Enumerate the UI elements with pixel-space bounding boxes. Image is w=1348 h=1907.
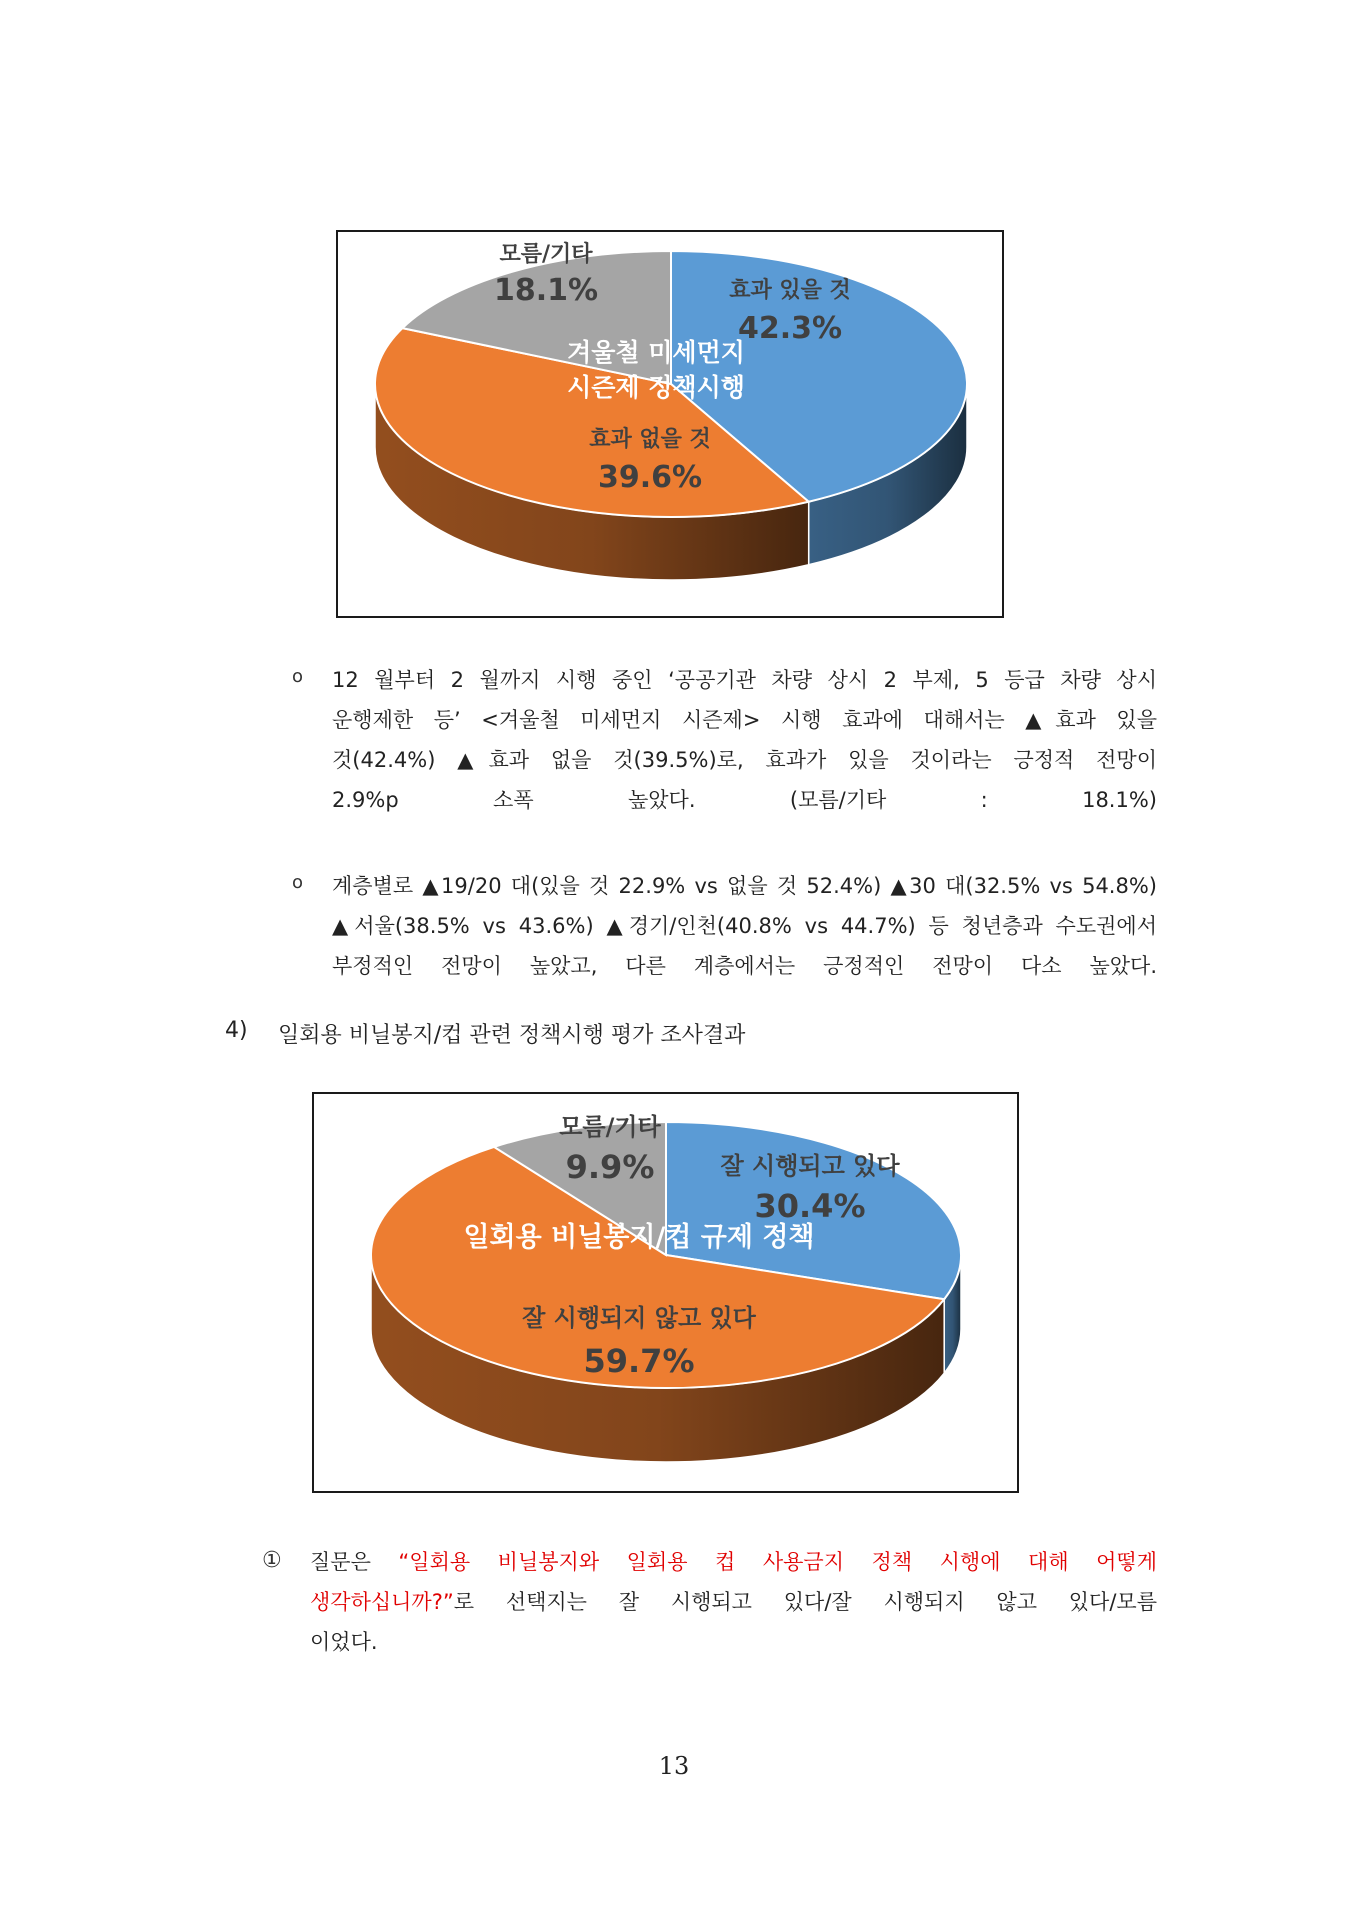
question-quote: “일회용 비닐봉지와 일회용 컵 사용금지 정책 시행에 대해 어떻게: [398, 1550, 1157, 1574]
bullet-paragraph-2: [332, 866, 1157, 986]
text-line: 부정적인 전망이 높았고, 다른 계층에서는 긍정적인 전망이 다소 높았다.: [332, 954, 1157, 978]
bullet-paragraph-1: [332, 660, 1157, 820]
chart-title-line2: 시즌제 정책시행: [567, 373, 745, 402]
bullet-marker: o: [292, 666, 304, 687]
text-line: [310, 1582, 1157, 1622]
slice-value-effective: 42.3%: [737, 311, 843, 346]
note-text: 로 선택지는 잘 시행되고 있다/잘 시행되지 않고 있다/모름: [453, 1590, 1157, 1614]
chart-title: 일회용 비닐봉지/컵 규제 정책: [463, 1222, 815, 1253]
slice-value-bad: 59.7%: [583, 1342, 695, 1380]
text-line: ▲서울(38.5% vs 43.6%) ▲경기/인천(40.8% vs 44.7%) 등 청년층과 수도권에서: [332, 914, 1157, 938]
slice-label-good: 잘 시행되고 있다: [720, 1152, 900, 1180]
slice-value-ineffective: 39.6%: [597, 460, 703, 495]
pie-chart-2: [314, 1094, 1017, 1491]
note-paragraph: [310, 1542, 1157, 1662]
bullet-marker: o: [292, 872, 304, 893]
slice-label-bad: 잘 시행되지 않고 있다: [522, 1304, 756, 1332]
slice-label-other: 모름/기타: [499, 242, 593, 267]
text-line: [310, 1542, 1157, 1582]
text-line: 이었다.: [310, 1630, 378, 1654]
text-line: 것(42.4%) ▲효과 없을 것(39.5%)로, 효과가 있을 것이라는 긍정적 전망이: [332, 748, 1157, 772]
question-quote-end: 생각하십니까?”: [310, 1590, 454, 1614]
text-line: 운행제한 등’ <겨울철 미세먼지 시즌제> 시행 효과에 대해서는 ▲효과 있을: [332, 708, 1157, 732]
slice-label-ineffective: 효과 없을 것: [589, 427, 711, 452]
page-number: 13: [658, 1752, 690, 1780]
pie-chart-1: [338, 232, 1002, 616]
section-title: 일회용 비닐봉지/컵 관련 정책시행 평가 조사결과: [278, 1023, 746, 1048]
pie-chart-frame-2: [312, 1092, 1019, 1493]
slice-value-other: 18.1%: [493, 273, 599, 308]
text-line: 2.9%p 소폭 높았다. (모름/기타 : 18.1%): [332, 788, 1157, 812]
note-prefix: 질문은: [310, 1550, 399, 1574]
text-line: 12 월부터 2 월까지 시행 중인 ‘공공기관 차량 상시 2 부제, 5 등급 차량 상시: [332, 668, 1157, 692]
slice-label-effective: 효과 있을 것: [729, 278, 851, 303]
pie-chart-frame-1: [336, 230, 1004, 618]
slice-value-other: 9.9%: [565, 1148, 655, 1186]
text-line: 계층별로 ▲19/20 대(있을 것 22.9% vs 없을 것 52.4%) ▲30 대(32.5% vs 54.8%): [332, 874, 1157, 898]
section-number: 4): [225, 1018, 248, 1043]
chart-title-line1: 겨울철 미세먼지: [567, 338, 745, 367]
slice-label-other: 모름/기타: [559, 1113, 661, 1141]
slice-value-good: 30.4%: [754, 1187, 866, 1225]
note-marker: ①: [262, 1548, 282, 1573]
